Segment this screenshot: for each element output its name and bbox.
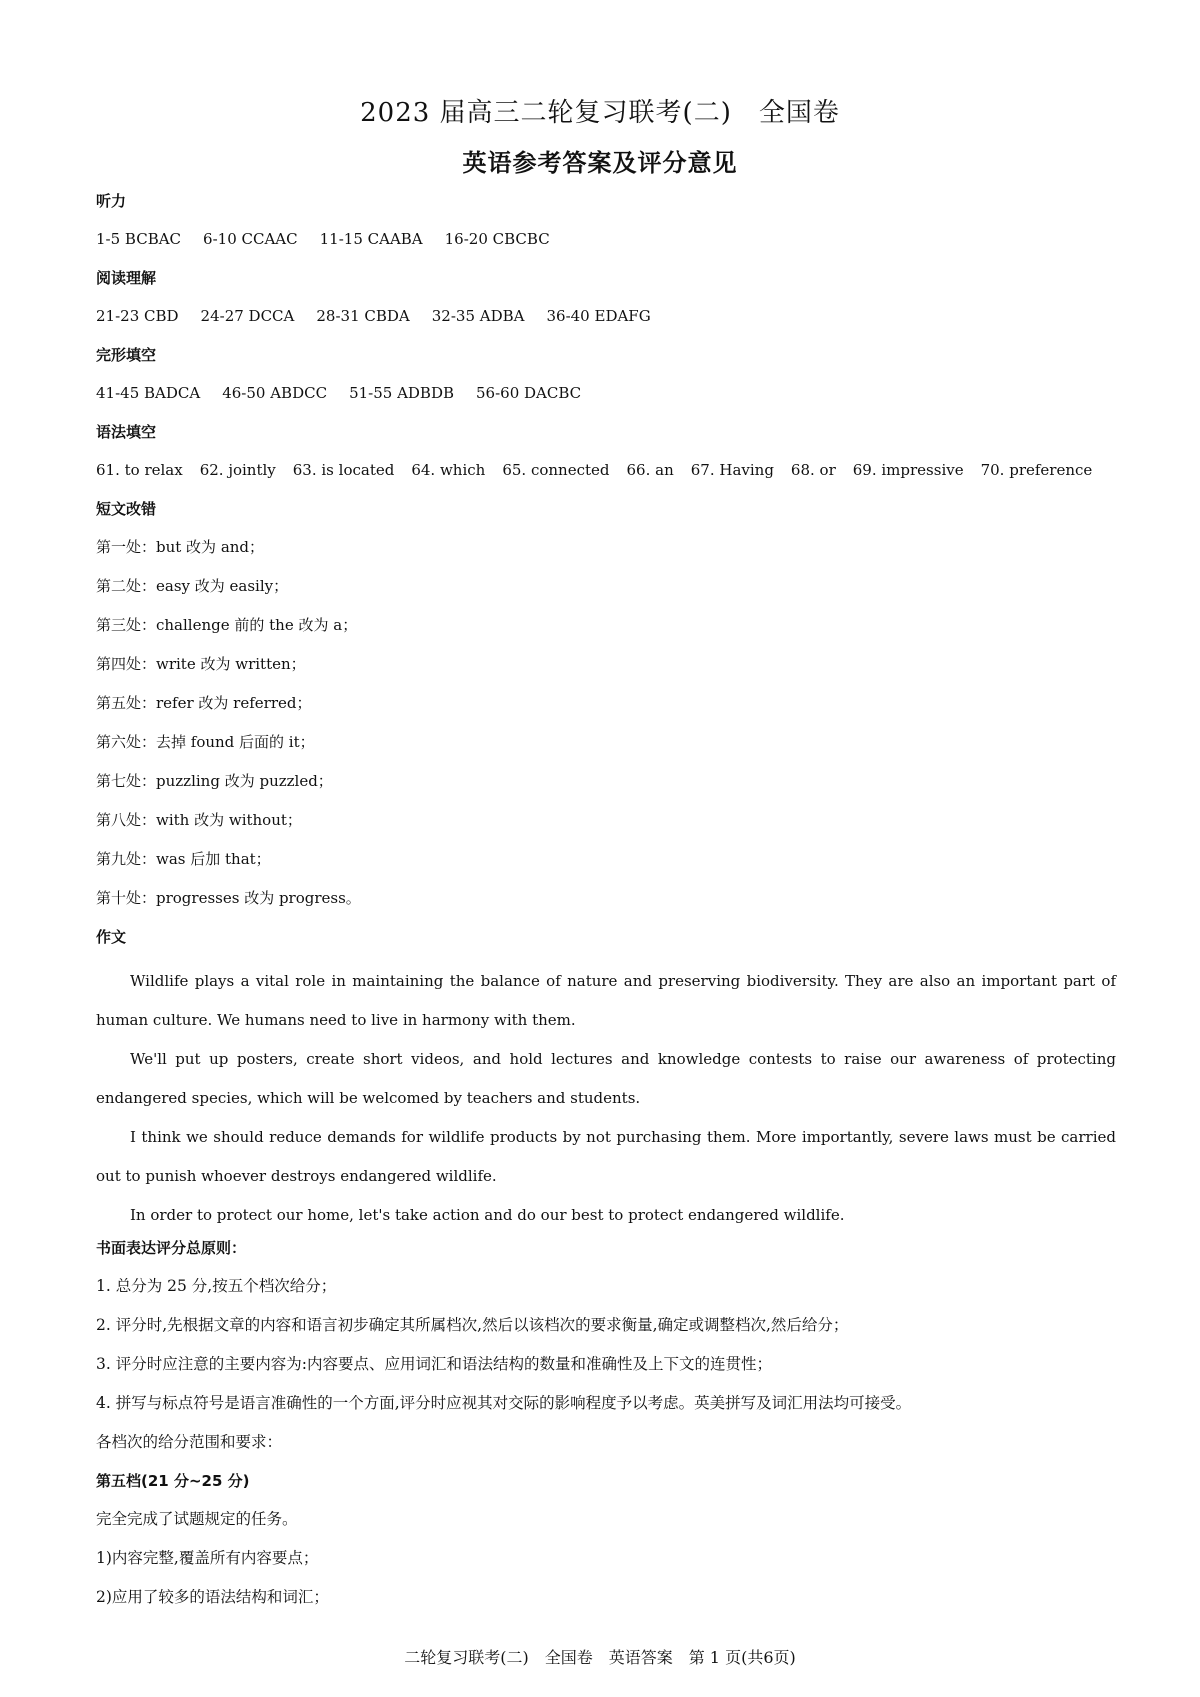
essay-paragraph: Wildlife plays a vital role in maintaining the balance of nature and preserving biodiversity. They are also an important part of human culture. We humans need to live in harmony with them. [96, 972, 1116, 1029]
listening-answers [96, 226, 1116, 265]
answer-group: 11-15 CAABA [319, 230, 423, 248]
document-subtitle: 英语参考答案及评分意见 [462, 149, 738, 177]
answer-group: 16-20 CBCBC [444, 230, 550, 248]
grammar-answer: 64. which [411, 461, 486, 479]
section-heading-listening: 听力 [96, 192, 127, 210]
grammar-answer: 63. is located [292, 461, 395, 479]
correction-item: 第十处：progresses 改为 progress。 [96, 889, 361, 907]
answer-group: 51-55 ADBDB [349, 384, 455, 402]
essay-paragraph: I think we should reduce demands for wildlife products by not purchasing them. More importantly, severe laws must be carried out to punish whoever destroys endangered wildlife. [96, 1128, 1116, 1185]
correction-item: 第四处：write 改为 written； [96, 655, 306, 673]
section-heading-reading: 阅读理解 [96, 269, 157, 287]
correction-item: 第九处：was 后加 that； [96, 850, 271, 868]
scoring-rule: 2. 评分时,先根据文章的内容和语言初步确定其所属档次,然后以该档次的要求衡量,确定或调整档次,然后给分； [96, 1316, 849, 1334]
grammar-answer: 66. an [626, 461, 674, 479]
grammar-answers [96, 457, 1116, 496]
level-five-desc: 完全完成了试题规定的任务。 [96, 1510, 298, 1528]
section-heading-grammar: 语法填空 [96, 423, 157, 441]
answer-group: 36-40 EDAFG [546, 307, 651, 325]
grammar-answer: 67. Having [690, 461, 774, 479]
scoring-rule: 4. 拼写与标点符号是语言准确性的一个方面,评分时应视其对交际的影响程度予以考虑。英美拼写及词汇用法均可接受。 [96, 1394, 912, 1412]
grammar-answer: 62. jointly [199, 461, 276, 479]
answer-group: 32-35 ADBA [431, 307, 525, 325]
answer-group: 24-27 DCCA [200, 307, 295, 325]
answer-group: 1-5 BCBAC [96, 230, 182, 248]
correction-item: 第一处：but 改为 and； [96, 538, 265, 556]
section-heading-scoring: 书面表达评分总原则： [96, 1239, 247, 1257]
answer-group: 41-45 BADCA [96, 384, 201, 402]
answer-group: 56-60 DACBC [476, 384, 582, 402]
answer-group: 28-31 CBDA [316, 307, 410, 325]
essay-paragraph: We'll put up posters, create short videos, and hold lectures and knowledge contests to raise our awareness of protecting endangered species, which will be welcomed by teachers and students. [96, 1050, 1116, 1107]
answer-content [96, 188, 1116, 1623]
level-five-point: 2)应用了较多的语法结构和词汇； [96, 1588, 329, 1606]
answer-group: 46-50 ABDCC [222, 384, 328, 402]
answer-group: 6-10 CCAAC [203, 230, 298, 248]
sample-essay [96, 962, 1116, 1235]
exam-title: 2023 届高三二轮复习联考(二) 全国卷 [360, 98, 840, 128]
correction-item: 第六处：去掉 found 后面的 it； [96, 733, 315, 751]
grammar-answer: 69. impressive [852, 461, 964, 479]
level-five-heading: 第五档(21 分~25 分) [96, 1472, 250, 1490]
scoring-rule: 3. 评分时应注意的主要内容为:内容要点、应用词汇和语法结构的数量和准确性及上下文的连贯性； [96, 1355, 772, 1373]
section-heading-cloze: 完形填空 [96, 346, 157, 364]
grammar-answer: 70. preference [980, 461, 1093, 479]
section-heading-correction: 短文改错 [96, 500, 157, 518]
grammar-answer: 61. to relax [96, 461, 183, 479]
cloze-answers [96, 380, 1116, 419]
correction-item: 第二处：easy 改为 easily； [96, 577, 289, 595]
reading-answers [96, 303, 1116, 342]
scoring-intro: 各档次的给分范围和要求： [96, 1433, 283, 1451]
level-five-point: 1)内容完整,覆盖所有内容要点； [96, 1549, 319, 1567]
correction-item: 第三处：challenge 前的 the 改为 a； [96, 616, 358, 634]
answer-group: 21-23 CBD [96, 307, 179, 325]
scoring-rule: 1. 总分为 25 分,按五个档次给分； [96, 1277, 337, 1295]
grammar-answer: 65. connected [502, 461, 610, 479]
correction-item: 第八处：with 改为 without； [96, 811, 302, 829]
essay-paragraph: In order to protect our home, let's take action and do our best to protect endangered wildlife. [130, 1206, 845, 1224]
page-footer: 二轮复习联考(二) 全国卷 英语答案 第 1 页(共6页) [404, 1648, 796, 1667]
grammar-answer: 68. or [790, 461, 836, 479]
correction-item: 第五处：refer 改为 referred； [96, 694, 312, 712]
correction-item: 第七处：puzzling 改为 puzzled； [96, 772, 333, 790]
section-heading-writing: 作文 [96, 928, 127, 946]
